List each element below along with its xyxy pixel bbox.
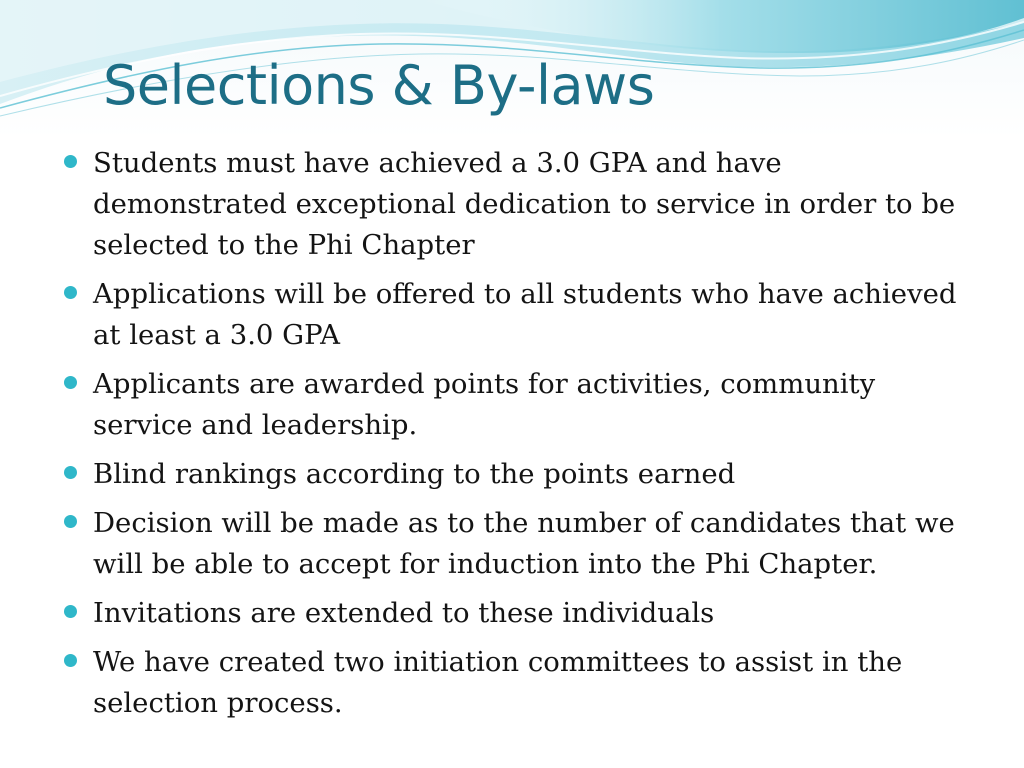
bullet-dot-icon [64, 376, 77, 389]
bullet-text: Applications will be offered to all students who have achieved at least a 3.0 GPA [93, 278, 957, 351]
bullet-item [64, 454, 974, 495]
bullet-item [64, 503, 974, 585]
bullet-list [64, 143, 974, 732]
bullet-text: Students must have achieved a 3.0 GPA and have demonstrated exceptional dedication to service in order to be selected to the Phi Chapter [93, 147, 956, 261]
bullet-dot-icon [64, 515, 77, 528]
bullet-dot-icon [64, 286, 77, 299]
bullet-text: Blind rankings according to the points earned [93, 458, 736, 490]
bullet-item [64, 274, 974, 356]
bullet-text: Applicants are awarded points for activities, community service and leadership. [93, 368, 876, 441]
slide-title: Selections & By-laws [103, 54, 655, 117]
bullet-item [64, 642, 974, 724]
bullet-text: Invitations are extended to these individuals [93, 597, 715, 629]
bullet-item [64, 143, 974, 266]
bullet-item [64, 593, 974, 634]
bullet-dot-icon [64, 654, 77, 667]
bullet-text: Decision will be made as to the number of candidates that we will be able to accept for induction into the Phi Chapter. [93, 507, 955, 580]
bullet-dot-icon [64, 466, 77, 479]
bullet-dot-icon [64, 155, 77, 168]
bullet-dot-icon [64, 605, 77, 618]
bullet-item [64, 364, 974, 446]
bullet-text: We have created two initiation committees to assist in the selection process. [93, 646, 903, 719]
